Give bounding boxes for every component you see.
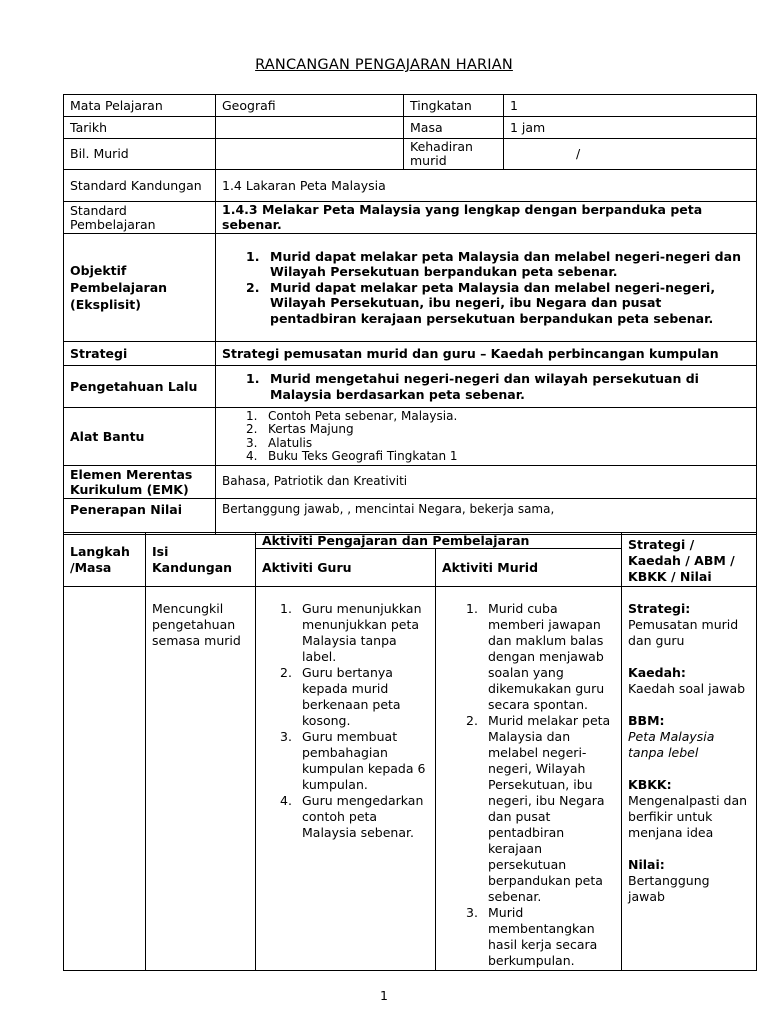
nilai-label: Penerapan Nilai: [64, 499, 216, 535]
list-item-text: Murid membentangkan hasil kerja secara berkumpulan.: [488, 905, 598, 968]
list-item-text: Buku Teks Geografi Tingkatan 1: [268, 449, 458, 463]
list-item-number: 2.: [246, 279, 260, 295]
list-item-number: 1.: [246, 371, 260, 386]
aktiviti-guru-header: Aktiviti Guru: [256, 549, 436, 587]
strategi-kaedah-header: Strategi / Kaedah / ABM / KBKK / Nilai: [622, 533, 757, 587]
activity-row: [64, 587, 757, 971]
langkah-header: Langkah /Masa: [64, 533, 146, 587]
row-alat-bantu: [64, 408, 757, 466]
list-item-text: Contoh Peta sebenar, Malaysia.: [268, 408, 458, 423]
list-item: [280, 665, 429, 729]
list-item-number: 2.: [280, 665, 292, 680]
list-item: [246, 280, 750, 327]
objektif-list: [222, 249, 750, 327]
nilai-value: Bertanggung jawab, , mencintai Negara, bekerja sama,: [216, 499, 757, 535]
activity-header-row-1: [64, 533, 757, 549]
list-item: [246, 437, 750, 451]
tingkatan-label: Tingkatan: [404, 95, 504, 117]
tarikh-value: [216, 117, 404, 139]
list-item: [280, 601, 429, 665]
list-item-text: Murid dapat melakar peta Malaysia dan melabel negeri-negeri dan Wilayah Persekutuan berpandukan peta sebenar.: [270, 248, 741, 280]
row-emk: [64, 466, 757, 499]
bbm-label: BBM:: [628, 713, 665, 728]
strategi-col-value: Pemusatan murid dan guru: [628, 617, 739, 648]
list-item-number: 4.: [280, 793, 292, 808]
tarikh-label: Tarikh: [64, 117, 216, 139]
aktiviti-murid-list: [462, 601, 615, 969]
strategi-label: Strategi: [64, 342, 216, 366]
mata-pelajaran-value: Geografi: [216, 95, 404, 117]
row-standard-kandungan: [64, 170, 757, 202]
list-item-text: Guru menunjukkan menunjukkan peta Malaysia tanpa label.: [302, 601, 422, 664]
list-item-number: 1.: [466, 601, 478, 616]
masa-label: Masa: [404, 117, 504, 139]
list-item: [246, 410, 750, 424]
alat-bantu-cell: [216, 408, 757, 466]
list-item-number: 1.: [246, 408, 258, 423]
isi-header: Isi Kandungan: [146, 533, 256, 587]
aktiviti-header: Aktiviti Pengajaran dan Pembelajaran: [256, 533, 622, 549]
row-mata-pelajaran: [64, 95, 757, 117]
emk-label: Elemen Merentas Kurikulum (EMK): [64, 466, 216, 499]
row-standard-pembelajaran: [64, 202, 757, 234]
list-item-number: 3.: [466, 905, 478, 920]
list-item: [246, 371, 750, 402]
nilai-col-value: Bertanggung jawab: [628, 873, 710, 904]
list-item-number: 1.: [280, 601, 292, 616]
list-item-number: 2.: [466, 713, 478, 728]
list-item-number: 1.: [246, 248, 260, 264]
alat-bantu-list: [222, 410, 750, 464]
objektif-cell: [216, 234, 757, 342]
pengetahuan-label: Pengetahuan Lalu: [64, 366, 216, 408]
list-item-number: 4.: [246, 449, 258, 463]
list-item-text: Murid cuba memberi jawapan dan maklum balas dengan menjawab soalan yang dikemukakan guru secara spontan.: [488, 601, 605, 712]
pengetahuan-cell: [216, 366, 757, 408]
bil-murid-value: [216, 139, 404, 170]
list-item: [246, 450, 750, 464]
list-item-text: Guru membuat pembahagian kumpulan kepada 6 kumpulan.: [302, 729, 426, 792]
emk-value: Bahasa, Patriotik dan Kreativiti: [216, 466, 757, 499]
list-item-number: 3.: [280, 729, 292, 744]
kaedah-label: Kaedah:: [628, 665, 686, 680]
activity-table: [63, 532, 757, 971]
kehadiran-value: /: [504, 139, 757, 170]
aktiviti-guru-cell: [256, 587, 436, 971]
document-title: RANCANGAN PENGAJARAN HARIAN: [255, 57, 513, 73]
row-penerapan-nilai: [64, 499, 757, 535]
list-item-text: Guru mengedarkan contoh peta Malaysia sebenar.: [302, 793, 424, 840]
langkah-value: [64, 587, 146, 971]
masa-value: 1 jam: [504, 117, 757, 139]
nilai-col-label: Nilai:: [628, 857, 665, 872]
row-strategi: [64, 342, 757, 366]
list-item: [280, 793, 429, 841]
list-item: [246, 423, 750, 437]
aktiviti-murid-cell: [436, 587, 622, 971]
list-item: [280, 729, 429, 793]
list-item-number: 2.: [246, 422, 258, 436]
kbkk-value: Mengenalpasti dan berfikir untuk menjana idea: [628, 793, 748, 840]
list-item: [466, 713, 615, 905]
bil-murid-label: Bil. Murid: [64, 139, 216, 170]
list-item-text: Alatulis: [268, 435, 313, 450]
standard-pembelajaran-value: 1.4.3 Melakar Peta Malaysia yang lengkap dengan berpanduka peta sebenar.: [216, 202, 757, 234]
standard-kandungan-label: Standard Kandungan: [64, 170, 216, 202]
list-item-text: Murid melakar peta Malaysia dan melabel negeri-negeri, Wilayah Persekutuan, ibu negeri, ibu Negara dan pusat pentadbiran kerajaan persekutuan berpandukan peta sebenar.: [488, 713, 611, 904]
list-item: [466, 905, 615, 969]
strategi-col-cell: [622, 587, 757, 971]
row-objektif: [64, 234, 757, 342]
row-pengetahuan-lalu: [64, 366, 757, 408]
isi-value: Mencungkil pengetahuan semasa murid: [146, 587, 256, 971]
list-item-text: Murid dapat melakar peta Malaysia dan melabel negeri-negeri, Wilayah Persekutuan, ibu negeri, ibu Negara dan pusat pentadbiran kerajaan persekutuan berpandukan peta sebenar.: [270, 279, 716, 326]
lesson-info-table: [63, 94, 757, 535]
tingkatan-value: 1: [504, 95, 757, 117]
aktiviti-guru-list: [276, 601, 429, 841]
standard-kandungan-value: 1.4 Lakaran Peta Malaysia: [216, 170, 757, 202]
standard-pembelajaran-label: Standard Pembelajaran: [64, 202, 216, 234]
list-item: [466, 601, 615, 713]
list-item-text: Guru bertanya kepada murid berkenaan peta kosong.: [302, 665, 401, 728]
kbkk-label: KBKK:: [628, 777, 672, 792]
objektif-label: Objektif Pembelajaran (Eksplisit): [64, 234, 216, 342]
list-item: [246, 249, 750, 280]
row-tarikh: [64, 117, 757, 139]
kehadiran-label: Kehadiran murid: [404, 139, 504, 170]
pengetahuan-list: [222, 371, 750, 402]
page-number: 1: [380, 988, 388, 1003]
list-item-text: Kertas Majung: [268, 422, 354, 436]
alat-bantu-label: Alat Bantu: [64, 408, 216, 466]
kaedah-value: Kaedah soal jawab: [628, 681, 746, 696]
row-bil-murid: [64, 139, 757, 170]
strategi-value: Strategi pemusatan murid dan guru – Kaedah perbincangan kumpulan: [216, 342, 757, 366]
list-item-number: 3.: [246, 435, 258, 450]
aktiviti-murid-header: Aktiviti Murid: [436, 549, 622, 587]
strategi-col-label: Strategi:: [628, 601, 691, 616]
list-item-text: Murid mengetahui negeri-negeri dan wilayah persekutuan di Malaysia berdasarkan peta sebenar.: [270, 371, 699, 402]
mata-pelajaran-label: Mata Pelajaran: [64, 95, 216, 117]
bbm-value: Peta Malaysia tanpa lebel: [628, 729, 715, 760]
